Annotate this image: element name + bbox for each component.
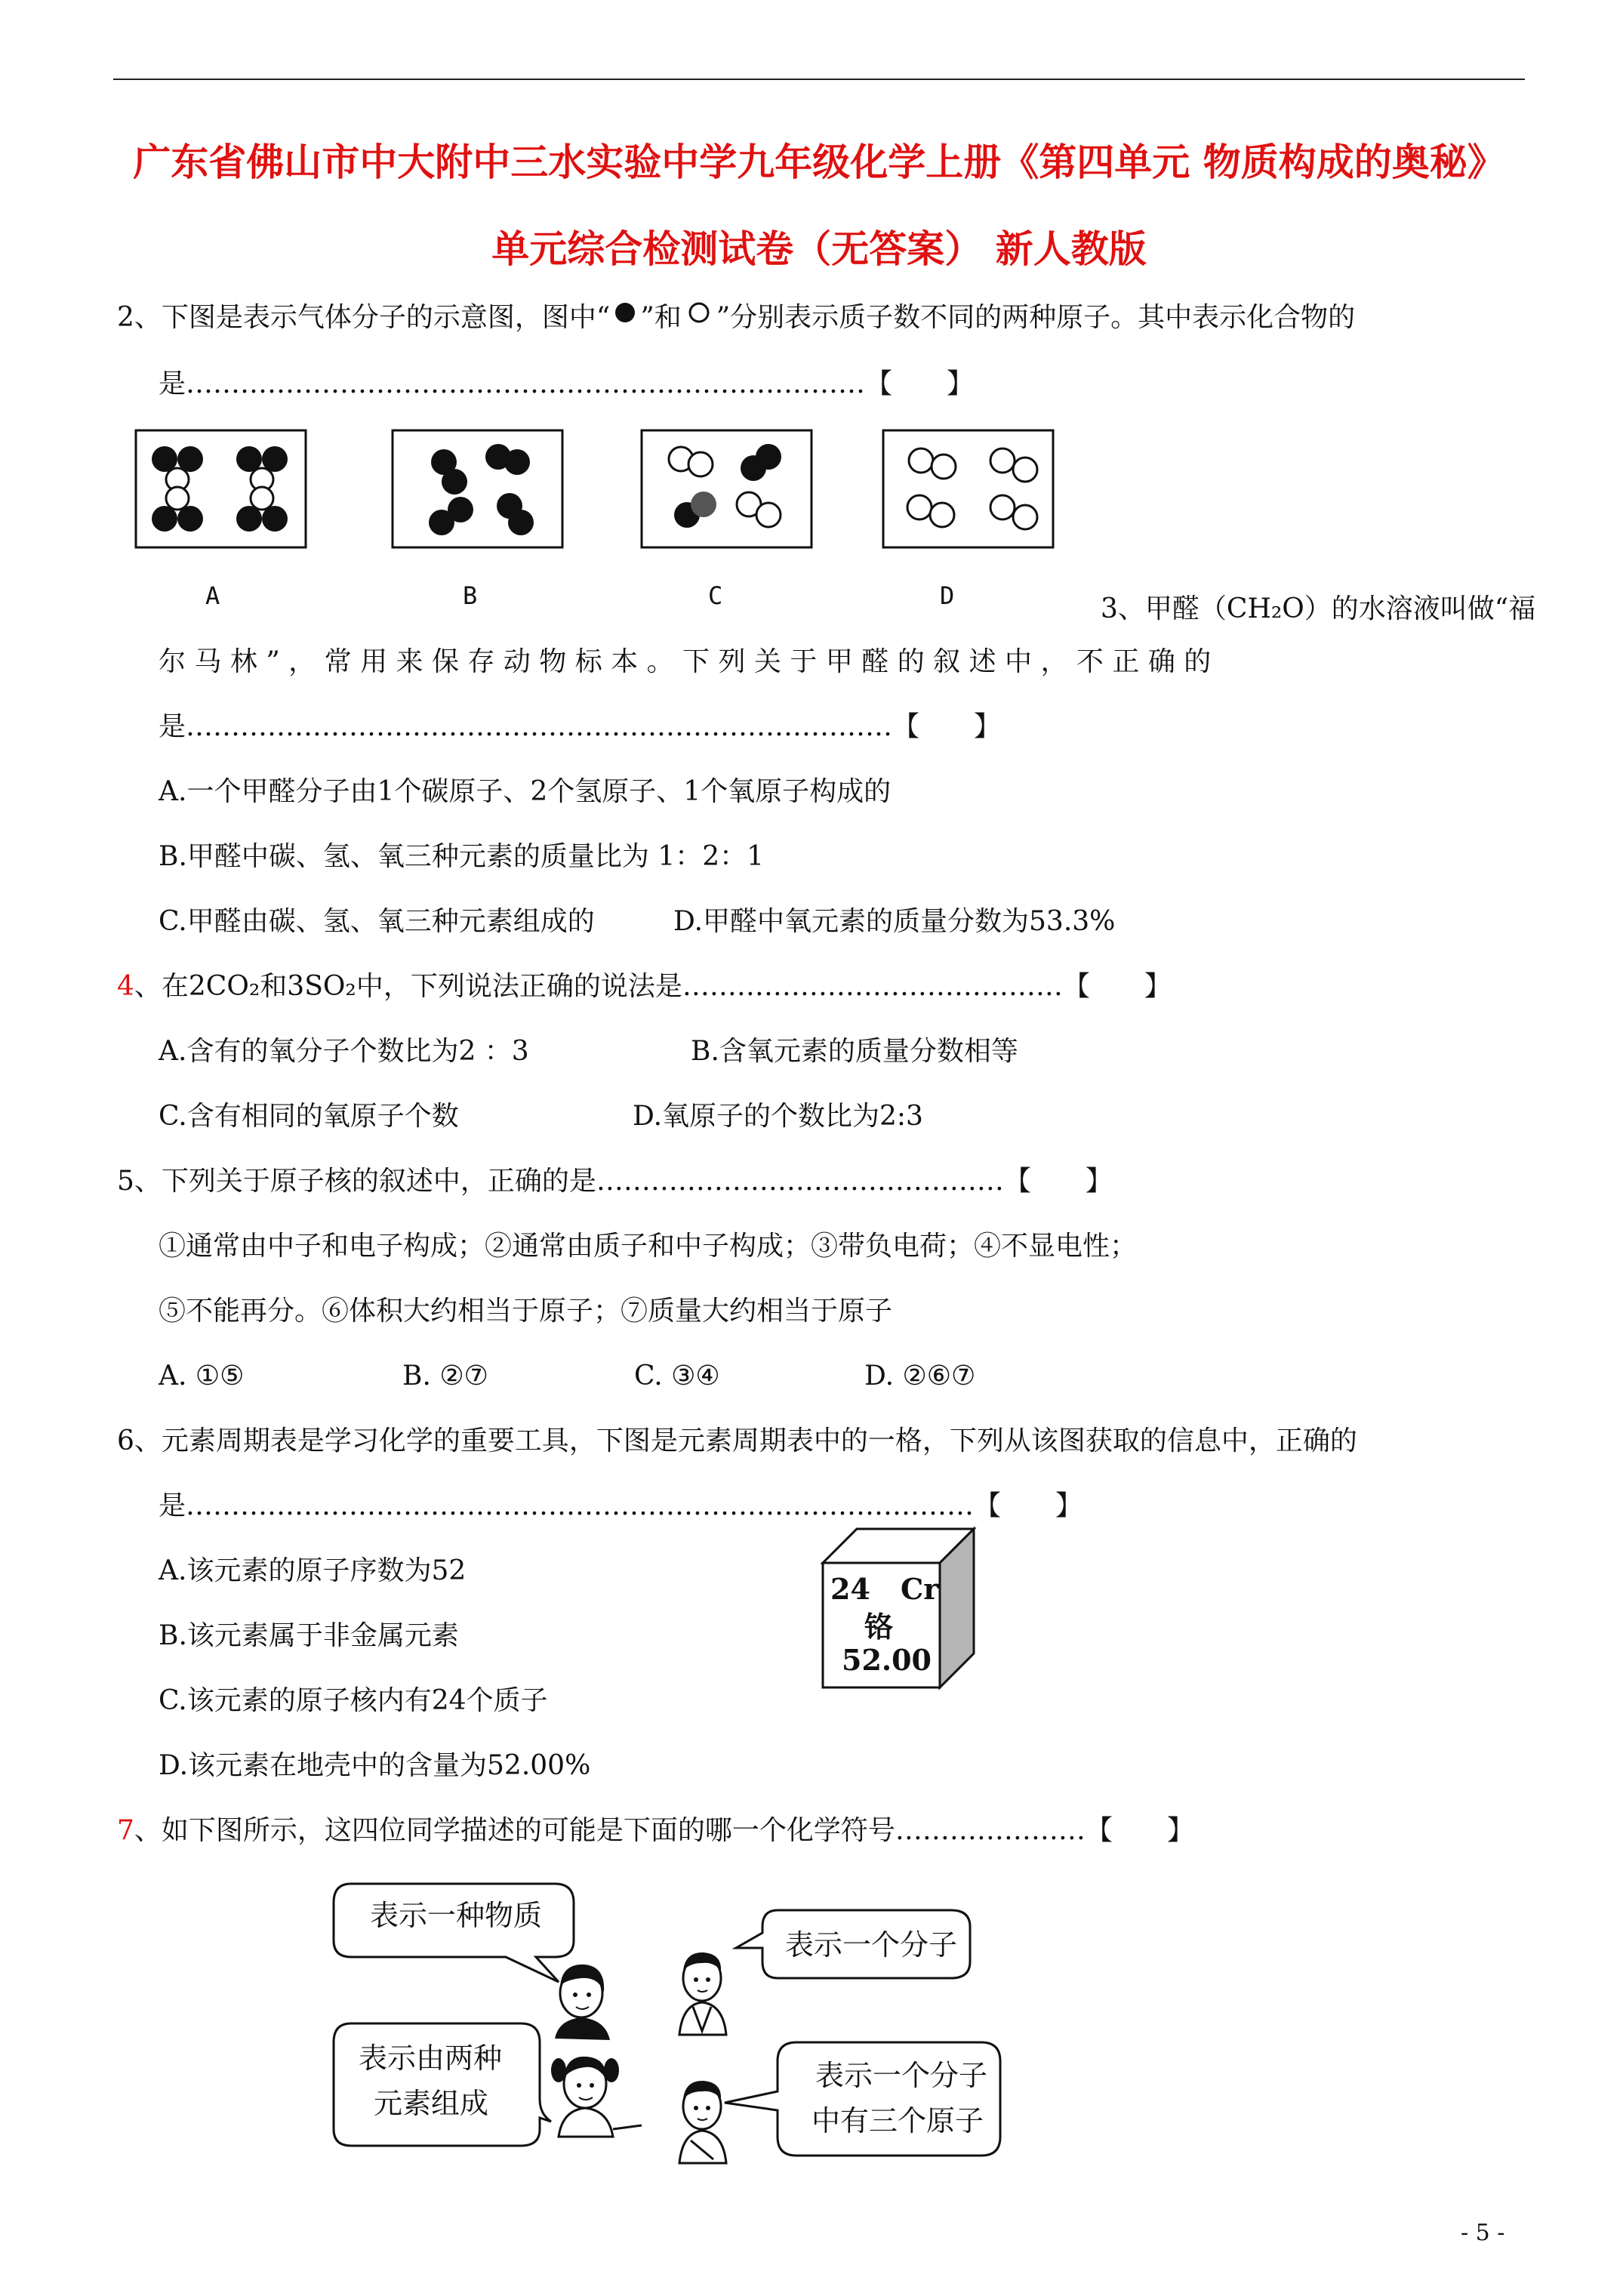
q5-line1: 5、下列关于原子核的叙述中，正确的是………………………………………【 】 xyxy=(117,1166,1113,1197)
page-number: - 5 - xyxy=(1461,2220,1505,2246)
student-4-figure xyxy=(679,2081,726,2163)
q3-option-c: C.甲醛由碳、氢、氧三种元素组成的 xyxy=(159,906,595,937)
q6-option-d: D.该元素在地壳中的含量为52.00% xyxy=(159,1750,591,1781)
molecule-diagrams xyxy=(128,423,1079,574)
bubble-4-text-line2: 中有三个原子 xyxy=(812,2104,984,2137)
q4-option-c: C.含有相同的氧原子个数 xyxy=(159,1101,459,1132)
molecule-box-c xyxy=(642,430,812,547)
q5-option-c: C. ③④ xyxy=(634,1361,720,1391)
q3-line2: 尔 马 林 ” ， 常 用 来 保 存 动 物 标 本 。 下 列 关 于 甲 醛 的 叙 述 中 ， 不 正 确 的 xyxy=(159,646,1212,677)
label-c: C xyxy=(708,581,723,610)
filled-atom-icon xyxy=(610,302,640,328)
q4-text: 、在2CO₂和3SO₂中，下列说法正确的说法是……………………………………【 】 xyxy=(134,971,1172,1002)
label-b: B xyxy=(463,581,478,610)
top-rule xyxy=(113,79,1525,80)
page-title-line2: 单元综合检测试卷（无答案） 新人教版 xyxy=(491,227,1147,271)
bubble-4-text-line1: 表示一个分子 xyxy=(815,2059,988,2092)
hollow-atom-icon xyxy=(682,302,716,328)
element-atomic-mass: 52.00 xyxy=(842,1643,932,1677)
q2-number: 2、 xyxy=(117,302,162,333)
molecule-box-d xyxy=(883,430,1053,547)
q3-line3: 是……………………………………………………………………【 】 xyxy=(159,711,1001,742)
q4-line xyxy=(117,968,1172,1006)
q2-text-before: 下图是表示气体分子的示意图，图中“ xyxy=(161,302,611,333)
q5-line3: ⑤不能再分。⑥体积大约相当于原子；⑦质量大约相当于原子 xyxy=(159,1296,893,1327)
q3-option-d: D.甲醛中氧元素的质量分数为53.3% xyxy=(673,906,1116,937)
q4-option-d: D.氧原子的个数比为2:3 xyxy=(633,1101,923,1132)
q6-line1: 6、元素周期表是学习化学的重要工具，下图是元素周期表中的一格，下列从该图获取的信息中，正确的 xyxy=(117,1425,1357,1456)
bubble-1-text: 表示一种物质 xyxy=(370,1899,543,1932)
molecule-box-a xyxy=(136,430,306,547)
bubble-2-text: 表示一个分子 xyxy=(785,1928,958,1962)
q7-line xyxy=(117,1812,1194,1850)
page-title-line1: 广东省佛山市中大附中三水实验中学九年级化学上册《第四单元 物质构成的奥秘》 xyxy=(133,140,1505,184)
q6-option-a: A.该元素的原子序数为52 xyxy=(159,1555,467,1586)
element-symbol: Cr xyxy=(901,1572,939,1606)
q2-text-after: ”分别表示质子数不同的两种原子。其中表示化合物的 xyxy=(716,302,1356,333)
q6-option-b: B.该元素属于非金属元素 xyxy=(159,1620,459,1651)
label-a: A xyxy=(205,581,220,610)
q4-option-a: A.含有的氧分子个数比为2 ：3 xyxy=(159,1036,529,1067)
label-d: D xyxy=(940,581,955,610)
q7-text: 、如下图所示，这四位同学描述的可能是下面的哪一个化学符号…………………【 】 xyxy=(134,1815,1194,1846)
q7-number: 7 xyxy=(117,1815,134,1846)
q5-option-b: B. ②⑦ xyxy=(402,1361,488,1391)
element-atomic-number: 24 xyxy=(830,1572,870,1606)
q6-option-c: C.该元素的原子核内有24个质子 xyxy=(159,1685,548,1716)
q3-option-b: B.甲醛中碳、氢、氧三种元素的质量比为 1：2：1 xyxy=(159,841,765,872)
bubble-3-text-line1: 表示由两种 xyxy=(359,2042,503,2075)
q2-line1 xyxy=(117,299,1355,337)
bubble-3-text-line2: 元素组成 xyxy=(374,2087,489,2120)
student-1-figure xyxy=(555,1965,610,2040)
q5-option-d: D. ②⑥⑦ xyxy=(864,1361,976,1391)
q4-option-b: B.含氧元素的质量分数相等 xyxy=(691,1036,1018,1067)
q2-text-mid: ”和 xyxy=(640,302,682,333)
q5-line2: ①通常由中子和电子构成；②通常由质子和中子构成；③带负电荷；④不显电性； xyxy=(159,1231,1138,1262)
q3-intro: 3、甲醛（CH₂O）的水溶液叫做“福 xyxy=(1101,593,1536,624)
student-3-figure xyxy=(551,2057,642,2137)
q5-option-a: A. ①⑤ xyxy=(159,1361,245,1391)
molecule-box-b xyxy=(393,430,562,547)
q3-option-a: A.一个甲醛分子由1个碳原子、2个氢原子、1个氧原子构成的 xyxy=(159,776,892,807)
q2-line2: 是…………………………………………………………………【 】 xyxy=(159,368,974,399)
q4-number: 4 xyxy=(117,971,134,1002)
q6-line2: 是……………………………………………………………………………【 】 xyxy=(159,1490,1083,1521)
student-2-figure xyxy=(679,1952,726,2035)
element-name: 铬 xyxy=(864,1610,894,1644)
